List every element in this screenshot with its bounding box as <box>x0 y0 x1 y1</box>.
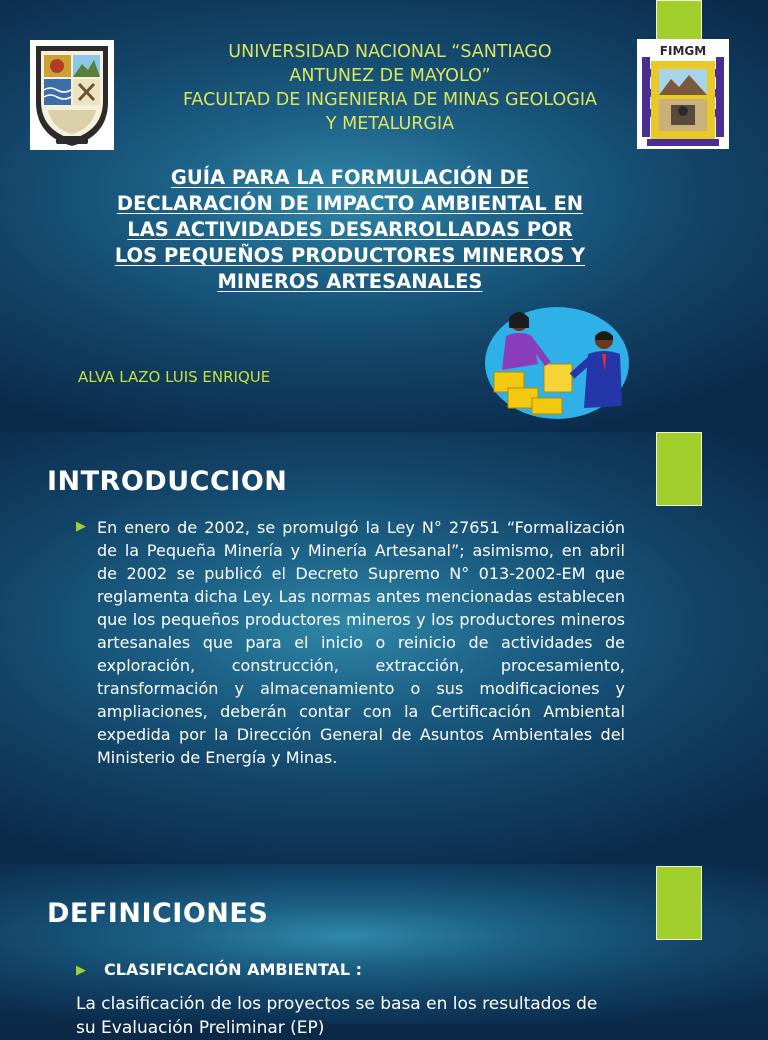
faculty-gear-logo <box>637 39 729 149</box>
accent-bar <box>656 432 702 506</box>
faculty-line-2: Y METALURGIA <box>325 114 455 134</box>
faculty-line-1: FACULTAD DE INGENIERIA DE MINAS GEOLOGIA <box>182 90 598 110</box>
definition-paragraph <box>76 992 696 1040</box>
definition-line-1: La clasificación de los proyectos se basa en los resultados de <box>76 994 598 1014</box>
university-name <box>100 40 680 136</box>
title-line-1: GUÍA PARA LA FORMULACIÓN DE <box>170 166 530 189</box>
bullet-arrow-icon: ▶ <box>76 963 86 978</box>
title-line-4: LOS PEQUEÑOS PRODUCTORES MINEROS Y <box>114 244 586 267</box>
introduction-heading: INTRODUCCION <box>47 466 288 497</box>
title-line-2: DECLARACIÓN DE IMPACTO AMBIENTAL EN <box>116 192 584 215</box>
title-line-3: LAS ACTIVIDADES DESARROLLADAS POR <box>127 218 573 241</box>
clasificacion-heading: CLASIFICACIÓN AMBIENTAL : <box>104 960 363 979</box>
definitions-heading: DEFINICIONES <box>47 898 269 929</box>
accent-bar <box>656 0 702 40</box>
accent-bar <box>656 866 702 940</box>
fimgm-label: FIMGM <box>659 44 707 58</box>
author-name: ALVA LAZO LUIS ENRIQUE <box>78 368 271 386</box>
bullet-arrow-icon: ▶ <box>76 519 86 534</box>
title-line-5: MINEROS ARTESANALES <box>217 270 483 293</box>
definition-line-2: su Evaluación Preliminar (EP) <box>76 1018 325 1038</box>
teamwork-clipart <box>484 306 630 420</box>
university-line-2: ANTUNEZ DE MAYOLO” <box>289 66 491 86</box>
slide-title <box>0 0 768 432</box>
presentation-title <box>55 165 645 295</box>
introduction-paragraph: En enero de 2002, se promulgó la Ley N° 27651 “Formalización de la Pequeña Minería y Minería Artesanal”; asimismo, en abril de 2002 se publicó el Decreto Supremo N° 013-2002-EM que reglamenta dicha Ley. Las normas antes mencionadas establecen que los pequeños productores mineros y los productores mineros artesanales que para el inicio o reinicio de actividades de exploración, construcción, extracción, procesamiento, transformación y almacenamiento o sus modificaciones y ampliaciones, deberán contar con la Certificación Ambiental expedida por la Dirección General de Asuntos Ambientales del Ministerio de Energía y Minas. <box>97 518 625 767</box>
university-line-1: UNIVERSIDAD NACIONAL “SANTIAGO <box>228 42 552 62</box>
